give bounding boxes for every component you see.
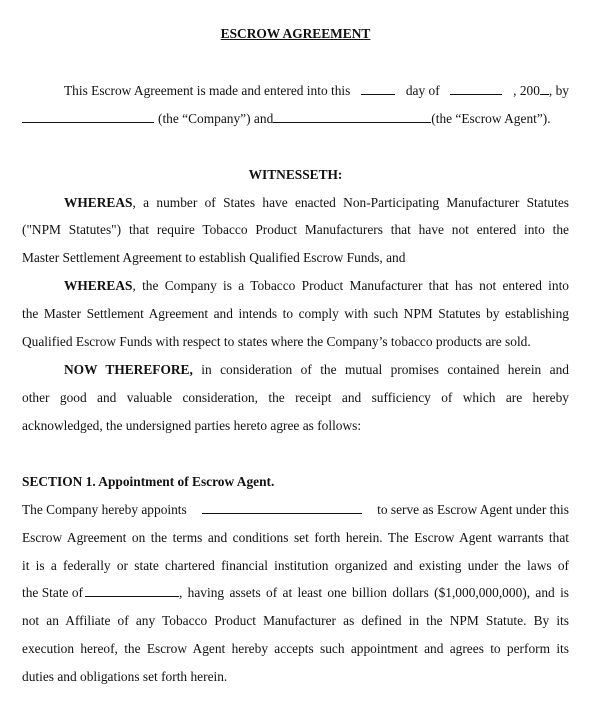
state-blank[interactable]: [85, 585, 179, 597]
witnesseth-heading: WITNESSETH:: [248, 167, 343, 182]
section1-line-2: Escrow Agreement on the terms and conditions set forth herein. The Escrow Agent warrants that: [22, 530, 569, 545]
intro-text-f: (the “Escrow Agent”).: [431, 111, 551, 126]
section1-text-4b: , having assets of at least one billion dollars ($1,000,000,000), and is: [178, 585, 569, 600]
now-therefore-line-2: other good and valuable consideration, the receipt and sufficiency of which are hereby: [22, 390, 569, 405]
year-group: [513, 83, 569, 99]
now-therefore-lead: NOW THEREFORE,: [64, 362, 193, 377]
whereas2-text-1: , the Company is a Tobacco Product Manufacturer that has not entered into: [132, 278, 569, 293]
section1-text-4a: the State of: [22, 585, 83, 600]
intro-text-c: , 200: [513, 83, 540, 98]
whereas1-lead: WHEREAS: [64, 195, 133, 210]
whereas2-lead: WHEREAS: [64, 278, 133, 293]
whereas2-line-1: [64, 278, 569, 294]
whereas2-line-3: Qualified Escrow Funds with respect to states where the Company’s tobacco products are sold.: [22, 334, 531, 349]
section1-line-4: [22, 585, 569, 601]
whereas1-text-1: , a number of States have enacted Non-Participating Manufacturer Statutes: [132, 195, 569, 210]
intro-text-d: , by: [548, 83, 569, 98]
company-blank[interactable]: [22, 111, 154, 123]
month-blank[interactable]: [450, 83, 502, 95]
section1-line-6: execution hereof, the Escrow Agent hereby accepts such appointment and agrees to perform its: [22, 641, 569, 656]
now-therefore-text-1: in consideration of the mutual promises contained herein and: [192, 362, 570, 377]
intro-line-1: [64, 83, 569, 99]
whereas2-line-2: the Master Settlement Agreement and intends to comply with such NPM Statutes by establishing: [22, 306, 569, 321]
document-title: ESCROW AGREEMENT: [220, 26, 371, 41]
intro-text-a: This Escrow Agreement is made and entered into this: [64, 83, 351, 98]
now-therefore-line-3: acknowledged, the undersigned parties hereto agree as follows:: [22, 418, 362, 433]
section1-line-5: not an Affiliate of any Tobacco Product Manufacturer as defined in the NPM Statute. By its: [22, 613, 569, 628]
day-blank[interactable]: [361, 83, 395, 95]
whereas1-line-2: ("NPM Statutes") that require Tobacco Product Manufacturers that have not entered into the: [22, 222, 569, 237]
intro-line-2: [22, 111, 569, 127]
section1-line-7: duties and obligations set forth herein.: [22, 669, 228, 684]
now-therefore-line-1: [64, 362, 569, 378]
whereas1-line-3: Master Settlement Agreement to establish Qualified Escrow Funds, and: [22, 250, 406, 265]
section1-line-1: [22, 502, 569, 518]
section1-line-3: it is a federally or state chartered financial institution organized and existing under the laws of: [22, 558, 569, 573]
year-blank[interactable]: [540, 83, 549, 95]
section1-heading: SECTION 1. Appointment of Escrow Agent.: [22, 474, 275, 489]
intro-text-b: day of: [405, 83, 440, 98]
section1-text-1a: The Company hereby appoints: [22, 502, 187, 517]
appointee-blank[interactable]: [202, 502, 362, 514]
escrow-agent-blank[interactable]: [273, 111, 431, 123]
section1-text-1b: to serve as Escrow Agent under this: [377, 502, 569, 517]
intro-text-e: (the “Company”) and: [158, 111, 274, 126]
whereas1-line-1: [64, 195, 569, 211]
